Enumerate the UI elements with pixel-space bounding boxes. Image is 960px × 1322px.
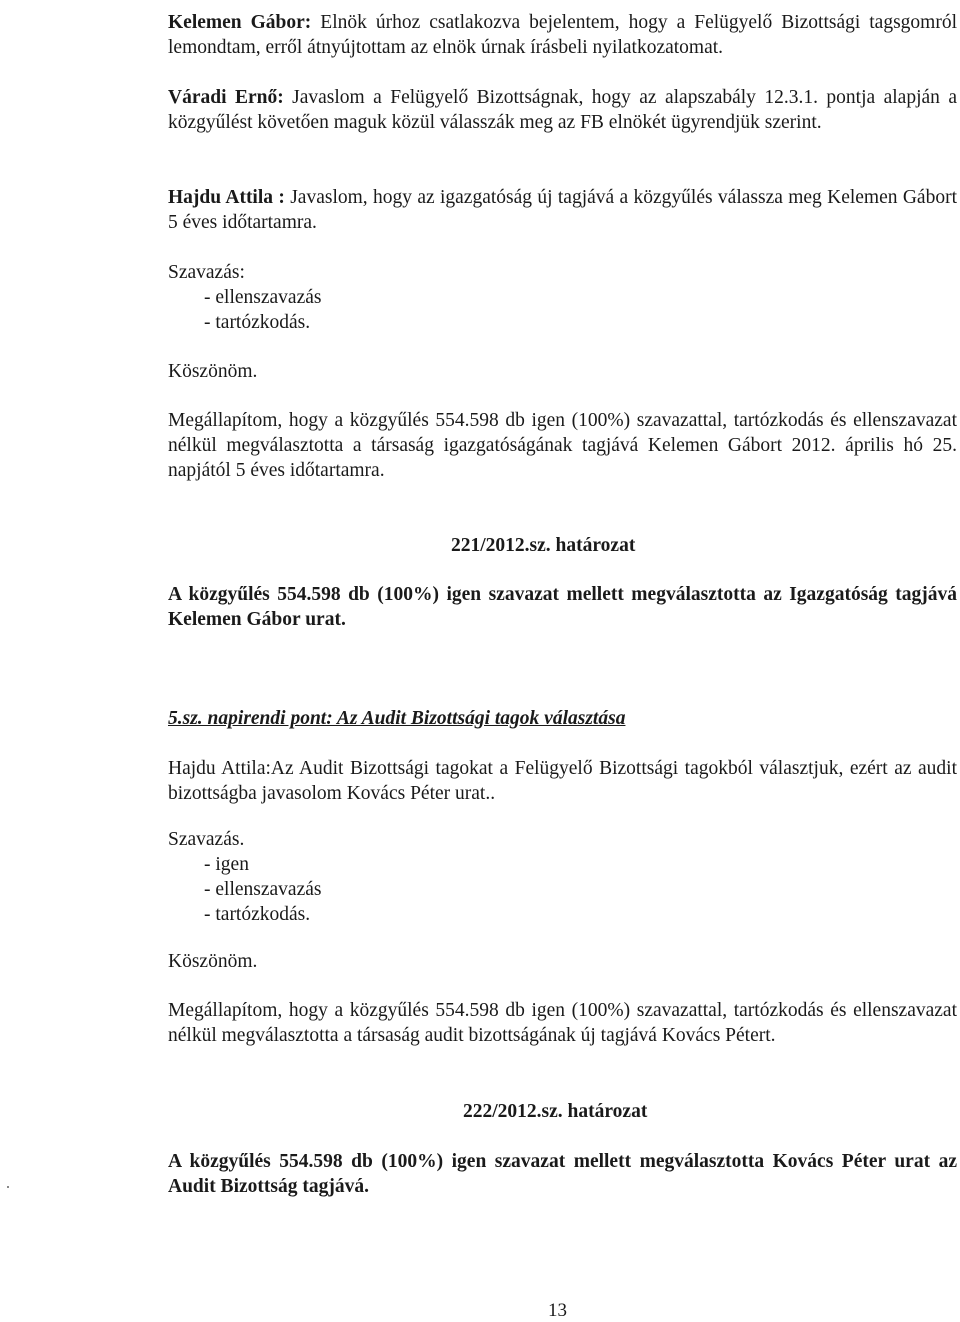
paragraph-text: Megállapítom, hogy a közgyűlés 554.598 db igen (100%) szavazattal, tartózkodás és ellenszavazat nélkül megválasztotta a társaság audit bizottságának új tagjává Kovács Pétert. — [168, 1000, 957, 1046]
speaker-name: Váradi Ernő: — [168, 87, 284, 108]
thanks-text: Köszönöm. — [168, 951, 258, 972]
paragraph-result-1 — [168, 408, 957, 483]
paragraph-kelemen-statement — [168, 10, 957, 60]
thanks-line-2 — [168, 949, 957, 974]
resolution-text: A közgyűlés 554.598 db (100%) igen szavazat mellett megválasztotta Kovács Péter urat az Audit Bizottság tagjává. — [168, 1151, 957, 1197]
paragraph-text: Javaslom, hogy az igazgatóság új tagjává a közgyűlés válassza meg Kelemen Gábort 5 éves időtartamra. — [168, 187, 957, 233]
paragraph-hajdu-proposal — [168, 185, 957, 235]
speaker-name: Hajdu Attila : — [168, 187, 285, 208]
paragraph-varadi-proposal — [168, 85, 957, 135]
resolution-number-1: 221/2012.sz. határozat — [451, 535, 636, 556]
vote-option: - tartózkodás. — [204, 904, 311, 925]
thanks-line-1 — [168, 359, 957, 384]
vote-heading: Szavazás. — [168, 829, 245, 850]
resolution-text-1 — [168, 582, 957, 632]
paragraph-result-2 — [168, 998, 957, 1048]
agenda-item-title — [168, 706, 625, 731]
scan-speck — [7, 1186, 9, 1188]
paragraph-text: Javaslom a Felügyelő Bizottságnak, hogy az alapszabály 12.3.1. pontja alapján a közgyűlést követően maguk közül válasszák meg az FB elnökét ügyrendjük szerint. — [168, 87, 957, 133]
page-number: 13 — [548, 1300, 567, 1321]
paragraph-text: Hajdu Attila:Az Audit Bizottsági tagokat a Felügyelő Bizottsági tagokból választjuk, ezért az audit bizottságba javasolom Kovács Péter urat.. — [168, 758, 957, 804]
agenda-item-label: 5.sz. napirendi pont: Az Audit Bizottsági tagok választása — [168, 708, 626, 729]
paragraph-hajdu-audit-proposal — [168, 756, 957, 806]
vote-option: - tartózkodás. — [204, 312, 311, 333]
resolution-text: A közgyűlés 554.598 db (100%) igen szavazat mellett megválasztotta az Igazgatóság tagjává Kelemen Gábor urat. — [168, 584, 957, 630]
paragraph-text: Megállapítom, hogy a közgyűlés 554.598 db igen (100%) szavazattal, tartózkodás és ellenszavazat nélkül megválasztotta a társaság igazgatóságának tagjává Kelemen Gábort 2012. április hó 25. napjától 5 éves időtartamra. — [168, 410, 957, 481]
vote-option: - igen — [204, 854, 249, 875]
resolution-text-2 — [168, 1149, 957, 1199]
thanks-text: Köszönöm. — [168, 361, 258, 382]
paragraph-text: Elnök úrhoz csatlakozva bejelentem, hogy a Felügyelő Bizottsági tagsgomról lemondtam, erről átnyújtottam az elnök úrnak írásbeli nyilatkozatomat. — [168, 12, 958, 58]
vote-block-1 — [168, 260, 957, 335]
vote-option: - ellenszavazás — [204, 879, 322, 900]
resolution-number-2: 222/2012.sz. határozat — [463, 1101, 648, 1122]
speaker-name: Kelemen Gábor: — [168, 12, 312, 33]
vote-heading: Szavazás: — [168, 262, 245, 283]
vote-block-2 — [168, 827, 957, 927]
vote-option: - ellenszavazás — [204, 287, 322, 308]
